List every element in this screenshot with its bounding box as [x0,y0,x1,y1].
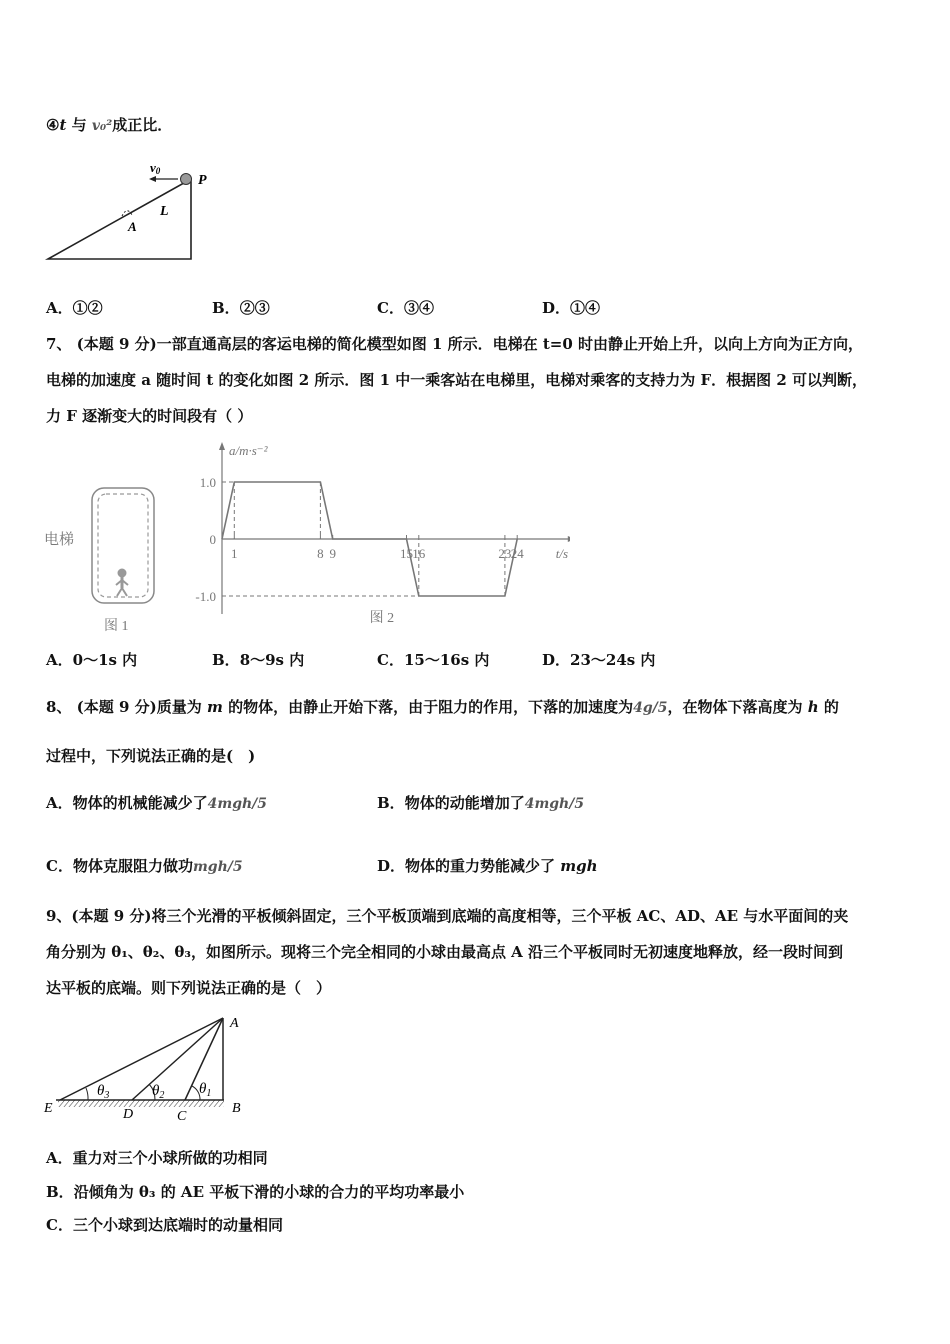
q8-option-b-math: 4mgh/5 [524,796,585,812]
q6-incline-figure [44,155,224,265]
q7-stem-line1: 7、 (本题 9 分)一部直通高层的客运电梯的简化模型如图 1 所示．电梯在 t=0 时由静止开始上升，以向上方向为正方向， [46,335,863,353]
svg-text:θ1 [199,1081,211,1099]
q6-label-l: L [160,204,169,219]
q9-theta3: θ [97,1083,105,1099]
chart-x-tick-label: 23 [498,546,512,561]
q7-figure2-chart [190,440,570,635]
q7-option-b[interactable]: B．8～9s 内 [212,651,305,669]
svg-text:v0 [150,160,161,176]
chart-y-ticks [195,475,216,604]
chart-x-tick-label: 9 [329,546,336,561]
q7-option-a[interactable]: A．0～1s 内 [46,651,138,669]
q9-planes-figure [40,1010,270,1125]
q9-label-e: E [44,1101,53,1116]
q9-theta2-sub: 2 [159,1090,165,1101]
chart-x-tick-label: 1 [231,546,238,561]
chart-title: 图 2 [369,611,395,626]
q6-label-v0-sub: 0 [155,166,161,176]
q9-option-c[interactable]: C．三个小球到达底端时的动量相同 [46,1216,283,1234]
q9-theta1-sub: 1 [206,1088,212,1099]
q9-label-a: A [230,1016,239,1031]
chart-x-tick-label: 16 [412,546,426,561]
q9-theta2: θ [152,1083,160,1099]
q6-velocity-arrowhead [149,176,156,182]
q8-math-accel: 4g/5 [633,700,668,716]
chart-y-label: a/m·s⁻² [229,443,268,458]
passenger-icon [116,569,128,596]
svg-text:θ2 [152,1083,164,1101]
q9-option-a[interactable]: A．重力对三个小球所做的功相同 [46,1149,268,1167]
q8-option-b[interactable]: B．物体的动能增加了4mgh/5 [377,794,585,812]
q6-ball-p [181,174,192,185]
chart-y-tick-label: 1.0 [199,475,216,490]
q6-incline-triangle [48,179,191,259]
svg-text:θ3 [97,1083,109,1101]
q9-stem-line3: 达平板的底端。则下列说法正确的是（ ） [46,979,332,997]
chart-x-tick-label: 24 [510,546,524,561]
q8-option-c-math: mgh/5 [192,859,243,875]
q9-label-c: C [177,1109,187,1124]
q6-label-v0: v [150,160,156,175]
q6-option-d[interactable]: D．①④ [542,299,601,317]
chart-x-axis-arrow [568,536,570,542]
q7-elevator-label: 电梯 [44,532,75,548]
q6-math-v0-squared: v₀² [91,118,113,134]
chart-y-axis-arrow [219,442,225,450]
chart-y-tick-label: -1.0 [195,589,216,604]
q6-option-a[interactable]: A．①② [46,299,103,317]
chart-x-tick-label: 15 [400,546,413,561]
q6-option-b[interactable]: B．②③ [212,299,270,317]
chart-x-label: t/s [555,546,569,561]
q9-label-b: B [232,1101,241,1116]
q6-item4: ④t 与 v₀²成正比． [46,116,173,134]
q9-ground-hatch [58,1100,224,1107]
q6-label-a: A [128,219,137,234]
q7-stem-line3: 力 F 逐渐变大的时间段有（ ） [46,407,253,425]
q8-option-d[interactable]: D．物体的重力势能减少了 mgh [377,857,598,875]
q7-stem-line2: 电梯的加速度 a 随时间 t 的变化如图 2 所示．图 1 中一乘客站在电梯里，电梯对乘客的支持力为 F．根据图 2 可以判断， [46,371,868,389]
q9-option-b[interactable]: B．沿倾角为 θ₃ 的 AE 平板下滑的小球的合力的平均功率最小 [46,1183,465,1201]
q8-option-c[interactable]: C．物体克服阻力做功mgh/5 [46,857,243,875]
q7-option-c[interactable]: C．15～16s 内 [377,651,490,669]
q9-stem-line1: 9、(本题 9 分)将三个光滑的平板倾斜固定，三个平板顶端到底端的高度相等，三个平板 AC、AD、AE 与水平面间的夹 [46,907,849,925]
q8-option-a[interactable]: A．物体的机械能减少了4mgh/5 [46,794,268,812]
q7-figure1-caption: 图 1 [104,619,129,634]
q7-figure1-elevator [44,440,164,635]
q9-angle-arc-3 [86,1088,88,1100]
q6-label-p: P [198,173,207,188]
q8-stem-line1: 8、 (本题 9 分)质量为 m 的物体，由静止开始下落，由于阻力的作用，下落的加速度为4g/5，在物体下落高度为 h 的 [46,698,839,716]
q9-theta3-sub: 3 [104,1090,110,1101]
q9-theta1: θ [199,1081,207,1097]
chart-x-tick-label: 8 [317,546,324,561]
q8-option-d-math: mgh [560,857,598,875]
q8-option-a-math: 4mgh/5 [207,796,268,812]
q8-stem-line2: 过程中，下列说法正确的是( ) [46,747,256,765]
chart-y-tick-label: 0 [209,532,216,547]
q9-label-d: D [123,1107,134,1122]
q9-stem-line2: 角分别为 θ₁、θ₂、θ₃，如图所示。现将三个完全相同的小球由最高点 A 沿三个平板同时无初速度地释放，经一段时间到 [46,943,844,961]
q7-option-d[interactable]: D．23～24s 内 [542,651,656,669]
q6-option-c[interactable]: C．③④ [377,299,434,317]
